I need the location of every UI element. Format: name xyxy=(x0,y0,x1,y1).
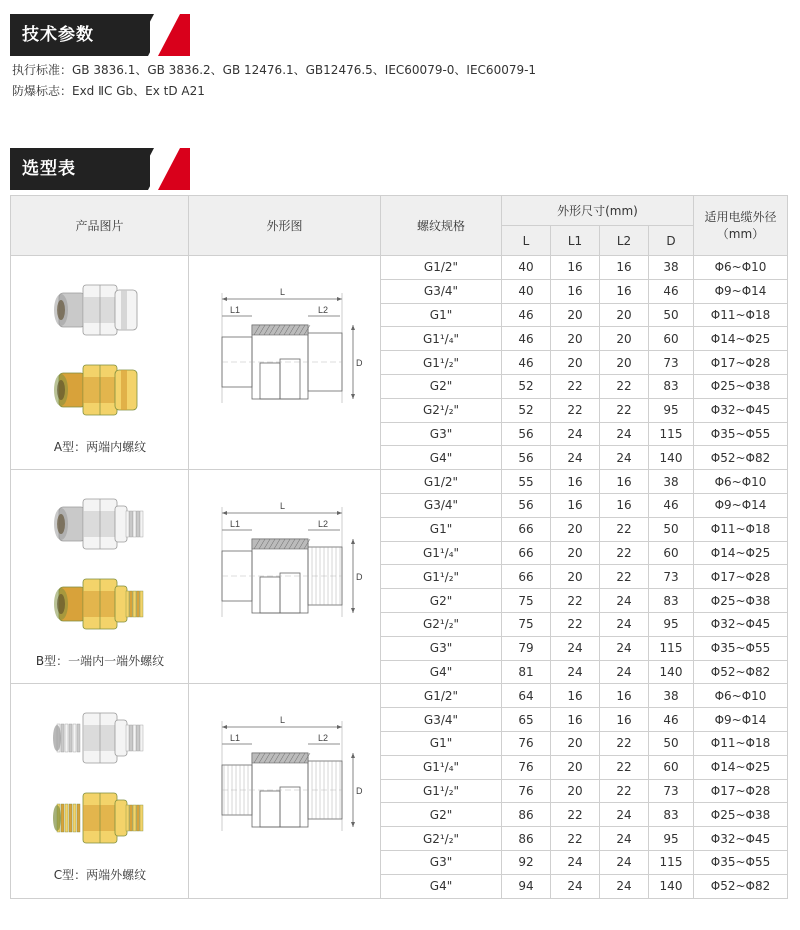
cable-cell: Φ32~Φ45 xyxy=(694,827,788,851)
d-cell: 38 xyxy=(649,470,694,494)
header-D: D xyxy=(649,226,694,256)
cable-cell: Φ25~Φ38 xyxy=(694,589,788,613)
header-dims: 外形尺寸(mm) xyxy=(502,196,694,226)
product-photo xyxy=(11,691,189,891)
cable-cell: Φ6~Φ10 xyxy=(694,684,788,708)
cable-cell: Φ9~Φ14 xyxy=(694,279,788,303)
d-cell: 38 xyxy=(649,684,694,708)
dimension-drawing-icon xyxy=(190,477,380,677)
cable-cell: Φ14~Φ25 xyxy=(694,755,788,779)
l1-cell: 16 xyxy=(551,256,600,280)
l-cell: 46 xyxy=(502,303,551,327)
header-L: L xyxy=(502,226,551,256)
l1-cell: 20 xyxy=(551,351,600,375)
thread-cell: G1¹/₄" xyxy=(381,755,502,779)
cable-cell: Φ17~Φ28 xyxy=(694,565,788,589)
d-cell: 115 xyxy=(649,636,694,660)
thread-cell: G3/4" xyxy=(381,708,502,732)
cable-cell: Φ32~Φ45 xyxy=(694,398,788,422)
d-cell: 95 xyxy=(649,612,694,636)
thread-cell: G2" xyxy=(381,589,502,613)
l-cell: 81 xyxy=(502,660,551,684)
thread-cell: G3" xyxy=(381,636,502,660)
l-cell: 86 xyxy=(502,803,551,827)
fitting-photo-icon xyxy=(11,477,189,677)
header-drawing: 外形图 xyxy=(189,196,381,256)
l-cell: 52 xyxy=(502,398,551,422)
l-cell: 65 xyxy=(502,708,551,732)
cable-cell: Φ14~Φ25 xyxy=(694,541,788,565)
l2-cell: 24 xyxy=(600,874,649,898)
l-cell: 52 xyxy=(502,374,551,398)
l2-cell: 22 xyxy=(600,731,649,755)
d-cell: 140 xyxy=(649,660,694,684)
l2-cell: 24 xyxy=(600,850,649,874)
thread-cell: G1" xyxy=(381,517,502,541)
d-cell: 115 xyxy=(649,850,694,874)
l2-cell: 16 xyxy=(600,279,649,303)
thread-cell: G4" xyxy=(381,446,502,470)
l2-cell: 16 xyxy=(600,470,649,494)
d-cell: 38 xyxy=(649,256,694,280)
d-cell: 60 xyxy=(649,755,694,779)
l2-cell: 24 xyxy=(600,636,649,660)
outline-drawing-cell xyxy=(189,470,381,684)
header-image: 产品图片 xyxy=(11,196,189,256)
l2-cell: 22 xyxy=(600,755,649,779)
l-cell: 40 xyxy=(502,279,551,303)
thread-cell: G1/2" xyxy=(381,684,502,708)
l2-cell: 16 xyxy=(600,493,649,517)
thread-cell: G2¹/₂" xyxy=(381,827,502,851)
l1-cell: 24 xyxy=(551,660,600,684)
thread-cell: G3" xyxy=(381,422,502,446)
thread-cell: G1/2" xyxy=(381,470,502,494)
l1-cell: 20 xyxy=(551,565,600,589)
l-cell: 66 xyxy=(502,517,551,541)
cable-cell: Φ17~Φ28 xyxy=(694,779,788,803)
product-image-cell xyxy=(11,684,189,898)
thread-cell: G1¹/₂" xyxy=(381,779,502,803)
section-title-tech: 技术参数 xyxy=(22,25,94,45)
l1-cell: 20 xyxy=(551,303,600,327)
thread-cell: G3/4" xyxy=(381,279,502,303)
l2-cell: 20 xyxy=(600,351,649,375)
d-cell: 83 xyxy=(649,803,694,827)
cable-cell: Φ52~Φ82 xyxy=(694,446,788,470)
fitting-photo-icon xyxy=(11,691,189,891)
d-cell: 140 xyxy=(649,446,694,470)
spec-standard: 执行标准：GB 3836.1、GB 3836.2、GB 12476.1、GB12476.5、IEC60079-0、IEC60079-1 xyxy=(12,63,537,77)
thread-cell: G3" xyxy=(381,850,502,874)
l2-cell: 24 xyxy=(600,589,649,613)
cable-cell: Φ25~Φ38 xyxy=(694,803,788,827)
section-title-select: 选型表 xyxy=(22,159,76,179)
l-cell: 56 xyxy=(502,493,551,517)
product-type-label: A型：两端内螺纹 xyxy=(53,439,147,454)
l2-cell: 24 xyxy=(600,422,649,446)
l-cell: 92 xyxy=(502,850,551,874)
l1-cell: 24 xyxy=(551,636,600,660)
d-cell: 60 xyxy=(649,541,694,565)
cable-cell: Φ9~Φ14 xyxy=(694,708,788,732)
d-cell: 115 xyxy=(649,422,694,446)
cable-cell: Φ25~Φ38 xyxy=(694,374,788,398)
thread-cell: G4" xyxy=(381,874,502,898)
outline-drawing xyxy=(190,477,380,677)
thread-cell: G2" xyxy=(381,374,502,398)
l1-cell: 22 xyxy=(551,612,600,636)
l1-cell: 20 xyxy=(551,541,600,565)
d-cell: 50 xyxy=(649,303,694,327)
l-cell: 86 xyxy=(502,827,551,851)
drawing-label-L1: L1 xyxy=(229,518,240,529)
drawing-label-L2: L2 xyxy=(317,732,328,743)
thread-cell: G2" xyxy=(381,803,502,827)
l2-cell: 24 xyxy=(600,612,649,636)
l-cell: 56 xyxy=(502,422,551,446)
l1-cell: 22 xyxy=(551,374,600,398)
l1-cell: 16 xyxy=(551,493,600,517)
drawing-label-D: D xyxy=(355,785,362,796)
product-photo xyxy=(11,477,189,677)
l-cell: 66 xyxy=(502,565,551,589)
l1-cell: 20 xyxy=(551,779,600,803)
product-photo xyxy=(11,263,189,463)
l1-cell: 16 xyxy=(551,708,600,732)
l-cell: 64 xyxy=(502,684,551,708)
l-cell: 76 xyxy=(502,731,551,755)
table-row xyxy=(11,256,788,280)
l2-cell: 16 xyxy=(600,708,649,732)
drawing-label-L: L xyxy=(279,714,285,725)
l2-cell: 24 xyxy=(600,827,649,851)
dimension-drawing-icon xyxy=(190,691,380,891)
section-header-select xyxy=(10,148,200,190)
l1-cell: 16 xyxy=(551,470,600,494)
l2-cell: 24 xyxy=(600,446,649,470)
outline-drawing-cell xyxy=(189,256,381,470)
d-cell: 140 xyxy=(649,874,694,898)
d-cell: 73 xyxy=(649,779,694,803)
cable-cell: Φ11~Φ18 xyxy=(694,517,788,541)
cable-cell: Φ52~Φ82 xyxy=(694,660,788,684)
l2-cell: 20 xyxy=(600,303,649,327)
thread-cell: G4" xyxy=(381,660,502,684)
l2-cell: 22 xyxy=(600,541,649,565)
l1-cell: 24 xyxy=(551,850,600,874)
dimension-drawing-icon xyxy=(190,263,380,463)
product-image-cell xyxy=(11,256,189,470)
l1-cell: 20 xyxy=(551,517,600,541)
cable-cell: Φ35~Φ55 xyxy=(694,850,788,874)
d-cell: 46 xyxy=(649,708,694,732)
l1-cell: 24 xyxy=(551,422,600,446)
l2-cell: 24 xyxy=(600,803,649,827)
outline-drawing xyxy=(190,263,380,463)
d-cell: 83 xyxy=(649,589,694,613)
spec-marking: 防爆标志：Exd ⅡC Gb、Ex tD A21 xyxy=(12,84,205,98)
product-type-label: C型：两端外螺纹 xyxy=(53,867,147,882)
d-cell: 50 xyxy=(649,517,694,541)
l-cell: 76 xyxy=(502,779,551,803)
l1-cell: 22 xyxy=(551,589,600,613)
l-cell: 75 xyxy=(502,589,551,613)
cable-cell: Φ6~Φ10 xyxy=(694,256,788,280)
drawing-label-L2: L2 xyxy=(317,304,328,315)
l-cell: 94 xyxy=(502,874,551,898)
d-cell: 73 xyxy=(649,565,694,589)
l1-cell: 20 xyxy=(551,755,600,779)
drawing-label-D: D xyxy=(355,357,362,368)
l1-cell: 20 xyxy=(551,731,600,755)
cable-cell: Φ52~Φ82 xyxy=(694,874,788,898)
l-cell: 75 xyxy=(502,612,551,636)
l2-cell: 22 xyxy=(600,374,649,398)
thread-cell: G1" xyxy=(381,303,502,327)
cable-cell: Φ14~Φ25 xyxy=(694,327,788,351)
thread-cell: G1¹/₂" xyxy=(381,565,502,589)
d-cell: 95 xyxy=(649,398,694,422)
selection-table xyxy=(10,195,788,899)
l2-cell: 20 xyxy=(600,327,649,351)
cable-cell: Φ17~Φ28 xyxy=(694,351,788,375)
l-cell: 55 xyxy=(502,470,551,494)
header-L1: L1 xyxy=(551,226,600,256)
cable-cell: Φ32~Φ45 xyxy=(694,612,788,636)
product-image-cell xyxy=(11,470,189,684)
l-cell: 46 xyxy=(502,327,551,351)
l1-cell: 16 xyxy=(551,684,600,708)
thread-cell: G2¹/₂" xyxy=(381,398,502,422)
d-cell: 60 xyxy=(649,327,694,351)
d-cell: 73 xyxy=(649,351,694,375)
l2-cell: 22 xyxy=(600,565,649,589)
d-cell: 46 xyxy=(649,279,694,303)
l2-cell: 22 xyxy=(600,398,649,422)
drawing-label-L2: L2 xyxy=(317,518,328,529)
table-row xyxy=(11,470,788,494)
thread-cell: G1¹/₄" xyxy=(381,327,502,351)
l1-cell: 24 xyxy=(551,446,600,470)
l-cell: 46 xyxy=(502,351,551,375)
l2-cell: 22 xyxy=(600,517,649,541)
l-cell: 76 xyxy=(502,755,551,779)
l2-cell: 16 xyxy=(600,256,649,280)
outline-drawing xyxy=(190,691,380,891)
l2-cell: 16 xyxy=(600,684,649,708)
header-cable: 适用电缆外径（mm） xyxy=(694,196,788,256)
thread-cell: G1" xyxy=(381,731,502,755)
l-cell: 66 xyxy=(502,541,551,565)
cable-cell: Φ6~Φ10 xyxy=(694,470,788,494)
l1-cell: 22 xyxy=(551,803,600,827)
cable-cell: Φ11~Φ18 xyxy=(694,303,788,327)
d-cell: 50 xyxy=(649,731,694,755)
thread-cell: G1/2" xyxy=(381,256,502,280)
cable-cell: Φ35~Φ55 xyxy=(694,636,788,660)
table-row xyxy=(11,684,788,708)
cable-cell: Φ35~Φ55 xyxy=(694,422,788,446)
cable-cell: Φ11~Φ18 xyxy=(694,731,788,755)
l1-cell: 24 xyxy=(551,874,600,898)
drawing-label-L: L xyxy=(279,500,285,511)
drawing-label-L1: L1 xyxy=(229,732,240,743)
drawing-label-L: L xyxy=(279,286,285,297)
l2-cell: 22 xyxy=(600,779,649,803)
l-cell: 56 xyxy=(502,446,551,470)
header-L2: L2 xyxy=(600,226,649,256)
product-type-label: B型：一端内一端外螺纹 xyxy=(35,653,165,668)
d-cell: 83 xyxy=(649,374,694,398)
drawing-label-L1: L1 xyxy=(229,304,240,315)
l-cell: 40 xyxy=(502,256,551,280)
l2-cell: 24 xyxy=(600,660,649,684)
cable-cell: Φ9~Φ14 xyxy=(694,493,788,517)
section-header-tech xyxy=(10,14,200,56)
l1-cell: 22 xyxy=(551,398,600,422)
d-cell: 46 xyxy=(649,493,694,517)
thread-cell: G1¹/₄" xyxy=(381,541,502,565)
thread-cell: G1¹/₂" xyxy=(381,351,502,375)
l1-cell: 20 xyxy=(551,327,600,351)
thread-cell: G3/4" xyxy=(381,493,502,517)
outline-drawing-cell xyxy=(189,684,381,898)
fitting-photo-icon xyxy=(11,263,189,463)
l-cell: 79 xyxy=(502,636,551,660)
d-cell: 95 xyxy=(649,827,694,851)
header-thread: 螺纹规格 xyxy=(381,196,502,256)
drawing-label-D: D xyxy=(355,571,362,582)
l1-cell: 22 xyxy=(551,827,600,851)
thread-cell: G2¹/₂" xyxy=(381,612,502,636)
l1-cell: 16 xyxy=(551,279,600,303)
